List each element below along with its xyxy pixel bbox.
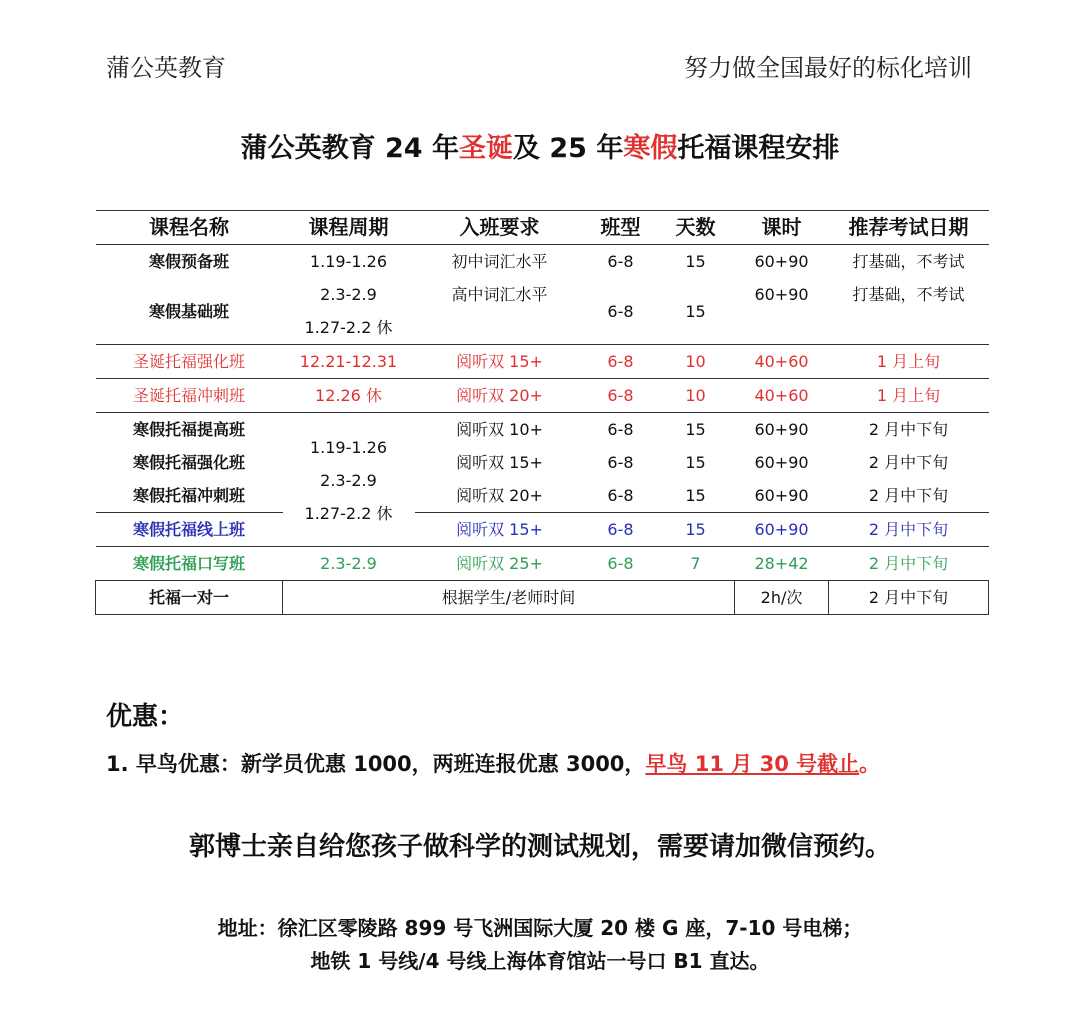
page-title (0, 126, 1080, 165)
course-name: 寒假托福口写班 (96, 547, 283, 581)
title-christmas: 圣诞 (459, 133, 513, 164)
course-name: 寒假预备班 (148, 252, 229, 271)
title-winter: 寒假 (623, 133, 678, 164)
col-header: 课程名称 (96, 211, 283, 245)
course-requirement: 阅听双 20+ (456, 486, 543, 505)
exam-date: 2 月中下旬 (868, 453, 949, 472)
course-requirement: 阅听双 10+ (415, 413, 585, 447)
course-name: 寒假基础班 (148, 301, 229, 321)
title-part-3: 托福课程安排 (677, 133, 840, 164)
table-row (96, 413, 989, 447)
course-name: 圣诞托福冲刺班 (96, 379, 283, 413)
discount-text: 1. 早鸟优惠：新学员优惠 1000，两班连报优惠 3000， (106, 752, 646, 776)
exam-date: 2 月中下旬 (829, 547, 989, 581)
course-days: 15 (685, 486, 706, 505)
exam-date: 2 月中下旬 (868, 486, 949, 505)
col-header: 课时 (735, 211, 829, 245)
course-name: 圣诞托福强化班 (96, 345, 283, 379)
consultation-note: 郭博士亲自给您孩子做科学的测试规划，需要请加微信预约。 (188, 832, 891, 862)
course-days: 15 (685, 252, 706, 271)
period-line: 2.3-2.9 (320, 285, 377, 304)
col-header: 课程周期 (283, 211, 415, 245)
table-row (96, 547, 989, 581)
table-row (96, 345, 989, 379)
table-row (96, 513, 989, 547)
class-size: 6-8 (585, 345, 657, 379)
table-row (96, 379, 989, 413)
exam-date: 2 月中下旬 (829, 581, 989, 615)
table-row (96, 278, 989, 345)
winter-period (283, 413, 415, 547)
table-row (96, 446, 989, 479)
course-name: 寒假托福提高班 (96, 413, 283, 447)
class-size: 6-8 (607, 252, 634, 271)
address-line: 地址：徐汇区零陵路 899 号飞洲国际大厦 20 楼 G 座，7-10 号电梯； (217, 916, 863, 940)
course-hours: 60+90 (754, 453, 809, 472)
brand-name: 蒲公英教育 (106, 54, 226, 82)
exam-date: 1 月上旬 (829, 345, 989, 379)
course-requirement: 阅听双 15+ (456, 453, 543, 472)
period-line: 1.27-2.2 休 (304, 318, 393, 337)
course-requirement: 初中词汇水平 (451, 252, 548, 271)
class-size: 6-8 (585, 547, 657, 581)
class-size: 6-8 (585, 513, 657, 547)
table-header-row (96, 211, 989, 245)
class-size: 6-8 (607, 486, 634, 505)
course-hours: 60+90 (754, 285, 809, 304)
col-header: 天数 (657, 211, 735, 245)
early-bird-deadline: 早鸟 11 月 30 号截止 (645, 752, 860, 776)
table-row (96, 245, 989, 279)
course-name: 寒假托福冲刺班 (132, 486, 245, 505)
course-requirement: 阅听双 20+ (415, 379, 585, 413)
course-name: 托福一对一 (96, 581, 283, 615)
discount-period: 。 (859, 752, 881, 776)
course-hours: 28+42 (735, 547, 829, 581)
course-schedule-table (95, 210, 989, 615)
course-hours: 60+90 (735, 513, 829, 547)
course-requirement: 阅听双 15+ (415, 345, 585, 379)
col-header: 推荐考试日期 (829, 211, 989, 245)
course-days: 10 (657, 345, 735, 379)
table-row (96, 479, 989, 513)
course-period: 12.21-12.31 (283, 345, 415, 379)
course-hours: 40+60 (735, 345, 829, 379)
course-period: 12.26 休 (283, 379, 415, 413)
course-period: 根据学生/老师时间 (283, 581, 735, 615)
title-part-2: 及 25 年 (513, 133, 624, 164)
discount-item (106, 748, 880, 778)
exam-date: 打基础，不考试 (852, 285, 965, 304)
course-name: 寒假托福强化班 (132, 453, 245, 472)
course-period: 2.3-2.9 (283, 547, 415, 581)
course-hours: 60+90 (754, 486, 809, 505)
class-size: 6-8 (607, 301, 634, 321)
period-line: 1.27-2.2 休 (304, 504, 393, 523)
metro-line: 地铁 1 号线/4 号线上海体育馆站一号口 B1 直达。 (310, 949, 770, 973)
period-line: 2.3-2.9 (320, 471, 377, 490)
col-header: 班型 (585, 211, 657, 245)
course-days: 15 (685, 453, 706, 472)
col-header: 入班要求 (415, 211, 585, 245)
course-days: 7 (657, 547, 735, 581)
class-size: 6-8 (607, 453, 634, 472)
course-name: 寒假托福线上班 (96, 513, 283, 547)
course-days: 15 (657, 413, 735, 447)
class-size: 6-8 (585, 413, 657, 447)
exam-date: 打基础，不考试 (852, 252, 965, 271)
exam-date: 2 月中下旬 (829, 413, 989, 447)
exam-date: 2 月中下旬 (829, 513, 989, 547)
course-period (283, 278, 415, 345)
period-line: 1.19-1.26 (309, 438, 388, 457)
title-part-1: 蒲公英教育 24 年 (240, 133, 459, 164)
course-requirement: 阅听双 25+ (415, 547, 585, 581)
course-hours: 60+90 (754, 252, 809, 271)
course-days: 15 (685, 301, 706, 321)
class-size: 6-8 (585, 379, 657, 413)
course-period: 1.19-1.26 (309, 252, 388, 271)
course-days: 15 (657, 513, 735, 547)
exam-date: 1 月上旬 (829, 379, 989, 413)
table-row (96, 581, 989, 615)
discount-heading: 优惠： (106, 702, 185, 732)
course-hours: 40+60 (735, 379, 829, 413)
course-days: 10 (657, 379, 735, 413)
course-requirement: 阅听双 15+ (415, 513, 585, 547)
slogan: 努力做全国最好的标化培训 (684, 54, 972, 82)
course-requirement: 高中词汇水平 (451, 285, 548, 304)
course-hours: 60+90 (735, 413, 829, 447)
course-hours: 2h/次 (735, 581, 829, 615)
